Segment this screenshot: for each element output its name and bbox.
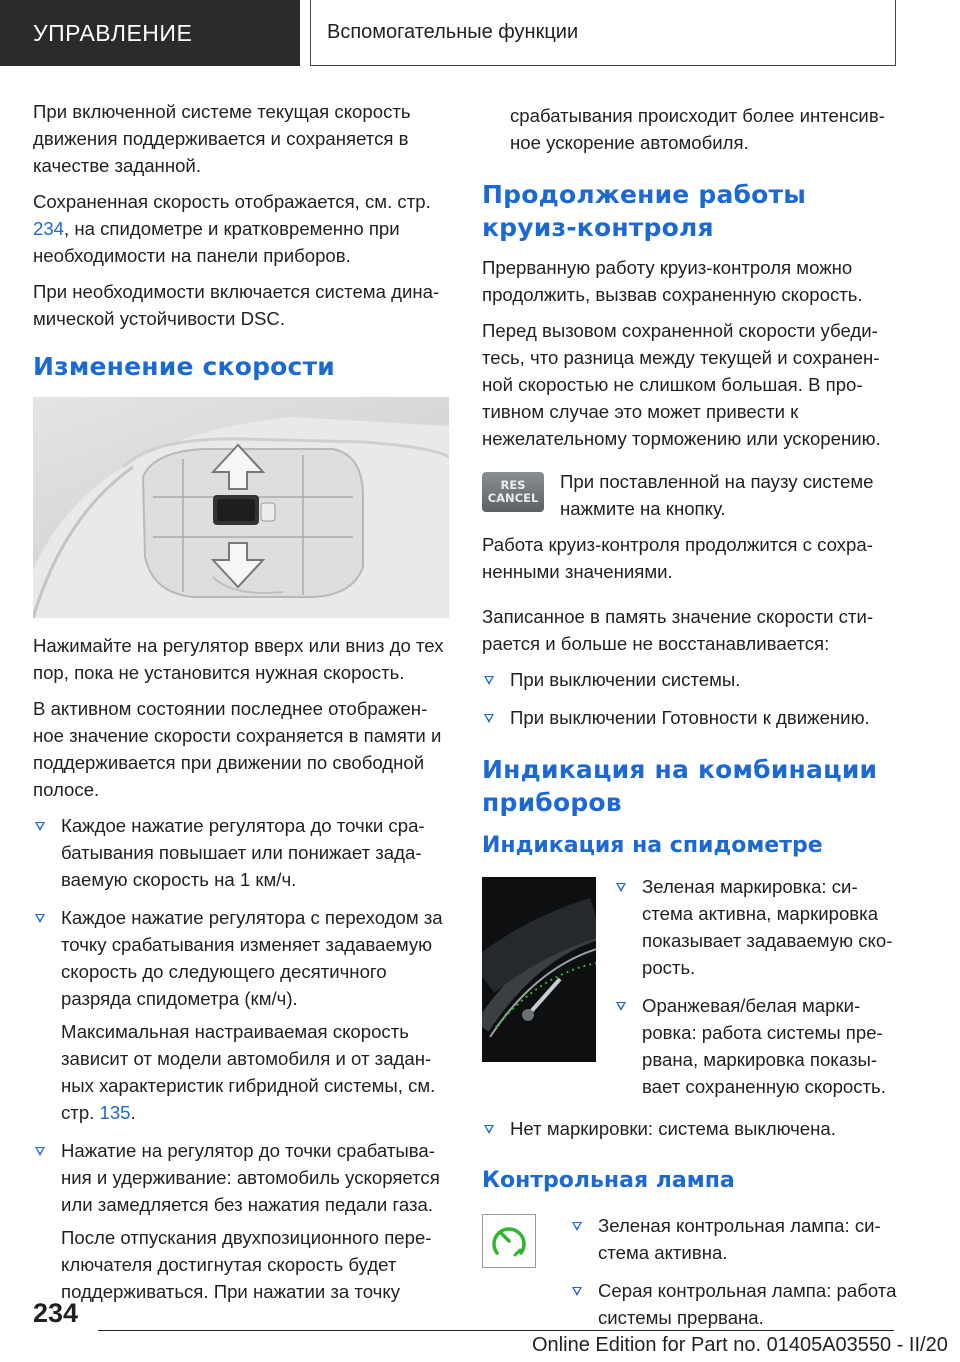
left-column	[33, 98, 449, 1316]
section-heading-speed: Изменение скорости	[33, 352, 335, 381]
section-title: УПРАВЛЕНИЕ	[33, 19, 193, 46]
list-item	[482, 666, 902, 693]
list-item	[570, 1212, 902, 1266]
steering-wheel-image	[33, 397, 449, 618]
paragraph: При необходимости включается система динамической устойчивости DSC.	[33, 281, 440, 329]
list-item	[482, 1115, 902, 1142]
chapter-header	[310, 0, 896, 66]
bullet-list	[482, 1115, 902, 1142]
list-item	[614, 873, 902, 981]
list-item	[482, 704, 902, 731]
paragraph	[33, 188, 449, 269]
list-item	[570, 1277, 902, 1331]
list-item-subtext: После отпускания двухпозиционного переключателя достигнутая скорость будет поддерживаться. При нажатии за точку	[61, 1227, 432, 1302]
paragraph: Работа круиз-контроля продолжится с сохраненными значениями.	[482, 534, 873, 582]
list-item-subtext	[61, 1018, 449, 1126]
list-item	[614, 992, 902, 1100]
speedometer-illustration	[482, 877, 596, 1062]
bullet-list	[570, 1212, 902, 1342]
paragraph: В активном состоянии последнее отображенное значение скорости сохраняется в памяти и поддерживается при движении по свободной полосе.	[33, 698, 442, 800]
subsection-heading-lamp: Контрольная лампа	[482, 1168, 735, 1193]
bullet-triangle-icon	[35, 914, 45, 923]
bullet-list	[482, 666, 902, 731]
section-header	[0, 0, 300, 66]
bullet-list	[614, 873, 902, 1111]
speedometer-image	[482, 877, 596, 1062]
section-heading-cluster: Индикация на комбинации приборов	[482, 755, 878, 817]
list-item	[33, 904, 449, 1126]
text: Сохраненная скорость отображается, см. стр.	[33, 191, 431, 212]
bullet-triangle-icon	[35, 822, 45, 831]
bullet-triangle-icon	[484, 676, 494, 685]
paragraph: Прерванную работу круиз-контроля можно продолжить, вызвав сохраненную скорость.	[482, 257, 863, 305]
list-item-text: Каждое нажатие регулятора с переходом за точку срабатывания изменяет задаваемую скорость до следующего десятичного разряда спидометра (км/ч).	[61, 907, 443, 1009]
bullet-triangle-icon	[35, 1147, 45, 1156]
res-label: RES	[500, 478, 526, 492]
subsection-heading-speedo: Индикация на спидометре	[482, 833, 823, 858]
paragraph: При поставленной на паузу системе нажмите на кнопку.	[560, 471, 874, 519]
section-heading-continue: Продолжение работы круиз-контроля	[482, 180, 807, 242]
list-item	[33, 1137, 449, 1305]
cruise-control-lamp-icon	[482, 1214, 536, 1268]
page-link[interactable]: 135	[99, 1102, 131, 1123]
speedometer-gauge-icon	[487, 1219, 531, 1263]
list-item-text: При выключении Готовности к движению.	[510, 707, 870, 728]
bullet-list	[33, 812, 449, 1305]
list-item-text: Зеленая контрольная лампа: система активна.	[598, 1215, 881, 1263]
paragraph: При включенной системе текущая скорость движения поддерживается и сохраняется в качестве заданной.	[33, 101, 411, 176]
text: .	[130, 1102, 136, 1123]
paragraph: срабатывания происходит более интенсивное ускорение автомобиля.	[510, 105, 885, 153]
right-column	[482, 102, 902, 1342]
bullet-triangle-icon	[484, 1125, 494, 1134]
paragraph: Записанное в память значение скорости стирается и больше не восстанавливается:	[482, 606, 874, 654]
footer-divider	[98, 1330, 894, 1331]
list-item-text: При выключении системы.	[510, 669, 741, 690]
bullet-triangle-icon	[616, 883, 626, 892]
list-item	[33, 812, 449, 893]
bullet-triangle-icon	[572, 1222, 582, 1231]
page-link[interactable]: 234	[33, 218, 65, 239]
bullet-triangle-icon	[616, 1002, 626, 1011]
list-item-text: Нет маркировки: система выключена.	[510, 1118, 836, 1139]
text: , на спидометре и кратковременно при необходимости на панели приборов.	[33, 218, 400, 266]
page-number: 234	[33, 1298, 79, 1328]
res-cancel-button-icon	[482, 472, 544, 512]
list-item-text: Зеленая маркировка: система активна, маркировка показывает задаваемую скорость.	[642, 876, 893, 978]
bullet-triangle-icon	[572, 1287, 582, 1296]
paragraph: Нажимайте на регулятор вверх или вниз до тех пор, пока не установится нужная скорость.	[33, 635, 444, 683]
cancel-label: CANCEL	[487, 491, 539, 505]
list-item-text: Каждое нажатие регулятора до точки срабатывания повышает или понижает задаваемую скорость на 1 км/ч.	[61, 815, 425, 890]
list-item-text: Нажатие на регулятор до точки срабатывания и удерживание: автомобиль ускоряется или замедляется без нажатия педали газа.	[61, 1140, 440, 1215]
text: Максимальная настраиваемая скорость зависит от модели автомобиля и от заданных характеристик гибридной системы, см. стр.	[61, 1021, 436, 1123]
footer-edition: Online Edition for Part no. 01405A03550 - II/20	[532, 1334, 948, 1356]
list-item-text: Оранжевая/белая маркировка: работа системы прервана, маркировка показывает сохраненную скорость.	[642, 995, 886, 1097]
paragraph: Перед вызовом сохраненной скорости убедитесь, что разница между текущей и сохраненной скоростью не слишком большая. В противном случае это может привести к нежелательному торможению или ускорению.	[482, 320, 881, 449]
bullet-triangle-icon	[484, 714, 494, 723]
steering-switch-illustration	[33, 397, 449, 618]
chapter-title: Вспомогательные функции	[327, 21, 579, 43]
list-item-text: Серая контрольная лампа: работа системы прервана.	[598, 1280, 897, 1328]
